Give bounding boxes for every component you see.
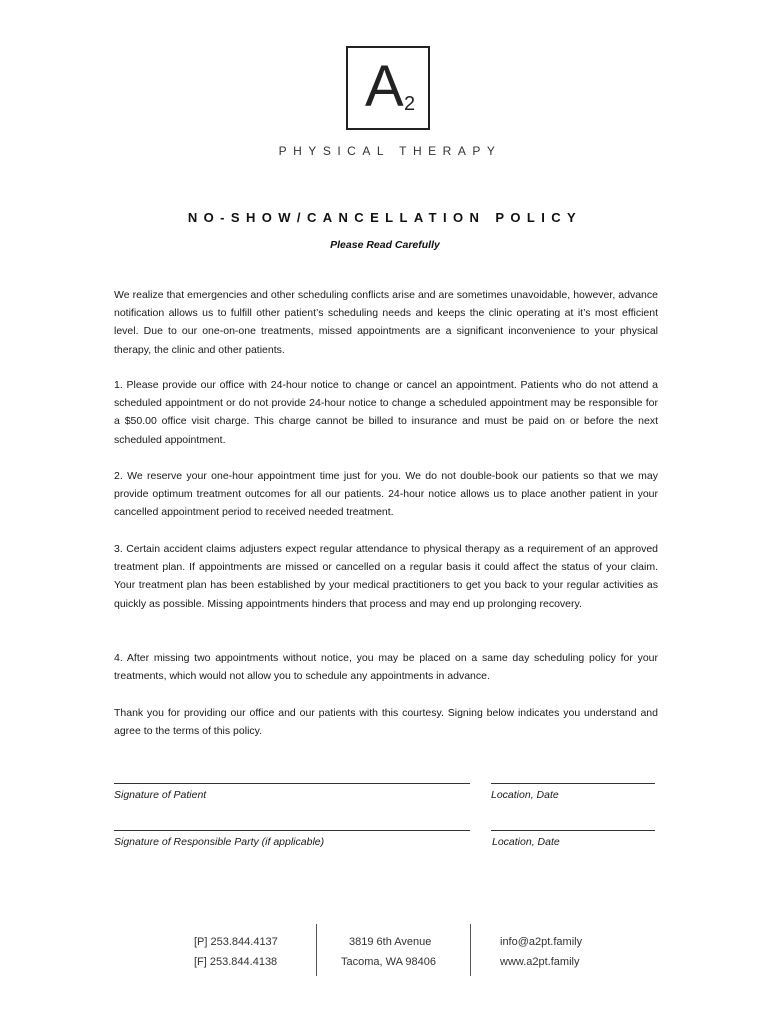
- responsible-signature-line[interactable]: [114, 830, 470, 831]
- footer-divider-right: [470, 924, 471, 976]
- patient-signature-line[interactable]: [114, 783, 470, 784]
- patient-location-date-line[interactable]: [491, 783, 655, 784]
- footer-phone: [P] 253.844.4137: [194, 936, 278, 948]
- footer-fax: [F] 253.844.4138: [194, 956, 278, 968]
- responsible-location-date-line[interactable]: [491, 830, 655, 831]
- page-title: NO-SHOW/CANCELLATION POLICY: [187, 210, 583, 225]
- patient-location-date-label: Location, Date: [491, 789, 559, 801]
- footer-city: Tacoma, WA 98406: [341, 956, 436, 968]
- footer-contact-numbers: [194, 932, 278, 972]
- footer-online: [500, 932, 582, 972]
- footer-website[interactable]: www.a2pt.family: [500, 956, 580, 968]
- policy-item-1: 1. Please provide our office with 24-hour notice to change or cancel an appointment. Patients who do not attend a scheduled appointment or do not provide 24-hour notice to change a scheduled appointment may be responsible for a $50.00 office visit charge. This charge cannot be billed to insurance and must be paid on or before the next scheduled appointment.: [114, 379, 658, 446]
- logo-letter: A: [365, 54, 404, 119]
- policy-item-2: 2. We reserve your one-hour appointment time just for you. We do not double-book our patients so that we may provide optimum treatment outcomes for all our patients. 24-hour notice allows us to place another patient in your cancelled appointment period to received needed treatment.: [114, 470, 658, 519]
- policy-item-3: 3. Certain accident claims adjusters expect regular attendance to physical therapy as a requirement of an approved treatment plan. If appointments are missed or cancelled on a regular basis it could affect the status of your claim. Your treatment plan has been established by your medical practitioners to get you back to your regular activities as quickly as possible. Missing appointments hinders that process and may end up prolonging recovery.: [114, 543, 658, 610]
- logo-box: [346, 46, 430, 130]
- policy-item-4: 4. After missing two appointments without notice, you may be placed on a same day scheduling policy for your treatments, which would not allow you to schedule any appointments in advance.: [114, 652, 658, 683]
- closing-paragraph: Thank you for providing our office and our patients with this courtesy. Signing below indicates you understand and agree to the terms of this policy.: [114, 707, 658, 738]
- page-subtitle: Please Read Carefully: [330, 239, 440, 251]
- patient-signature-label: Signature of Patient: [114, 789, 207, 801]
- footer-street: 3819 6th Avenue: [349, 936, 432, 948]
- intro-paragraph: We realize that emergencies and other scheduling conflicts arise and are sometimes unavoidable, however, advance notification allows us to fulfill other patient’s scheduling needs and keeps the clinic operating at it’s most efficient level. Due to our one-on-one treatments, missed appointments are a significant inconvenience to your physical therapy, the clinic and other patients.: [114, 289, 658, 356]
- footer-divider-left: [316, 924, 317, 976]
- footer-email[interactable]: info@a2pt.family: [500, 936, 583, 948]
- footer-address: [341, 932, 436, 972]
- responsible-location-date-label: Location, Date: [492, 836, 560, 848]
- logo-subscript: 2: [404, 93, 416, 115]
- responsible-signature-label: Signature of Responsible Party (if applicable): [114, 836, 325, 848]
- logo-tagline: PHYSICAL THERAPY: [278, 144, 502, 158]
